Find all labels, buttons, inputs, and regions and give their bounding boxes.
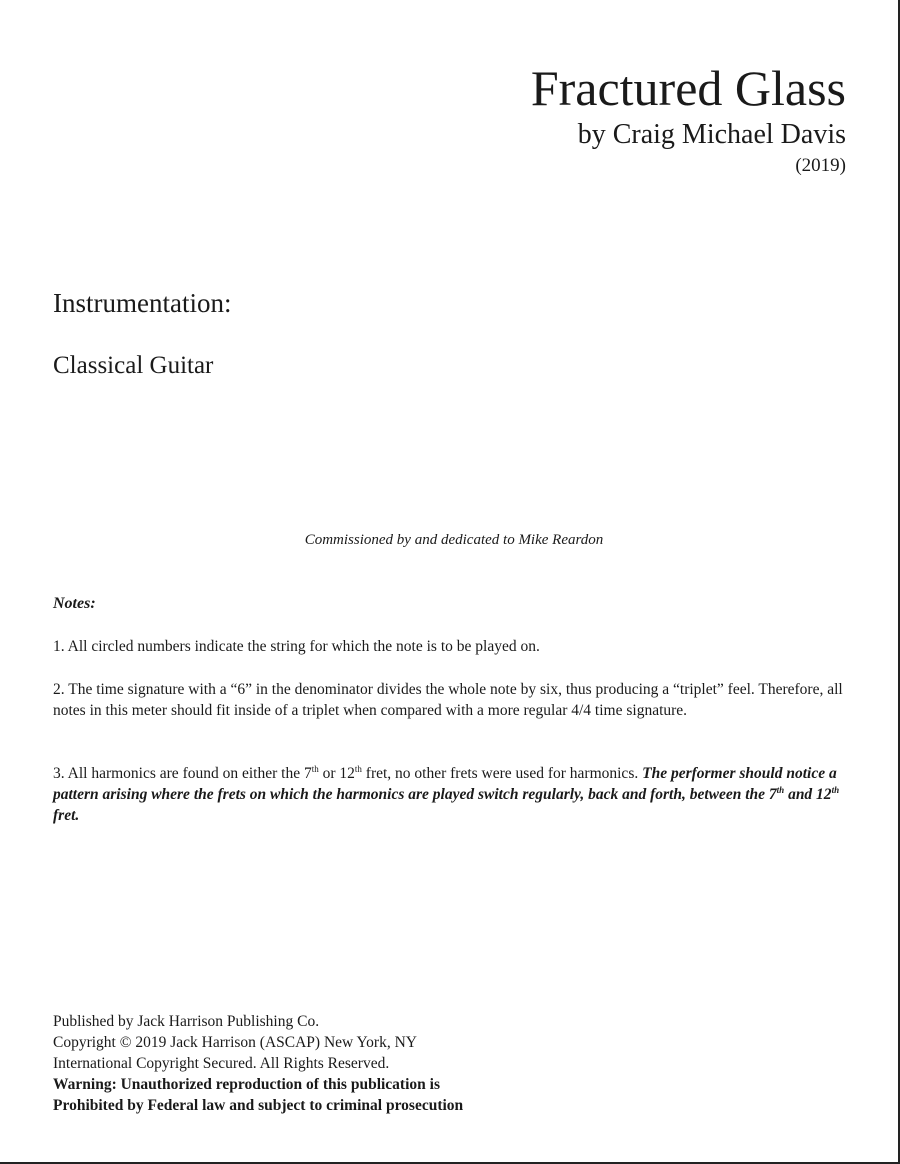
note-3-text: or 12 xyxy=(318,765,355,782)
note-3 xyxy=(53,763,853,826)
rights-line: International Copyright Secured. All Rights Reserved. xyxy=(53,1055,390,1072)
copyright-line: Copyright © 2019 Jack Harrison (ASCAP) New York, NY xyxy=(53,1034,417,1051)
note-3-text: 3. All harmonics are found on either the 7 xyxy=(53,765,312,782)
note-3-superscript: th xyxy=(831,784,840,795)
notes-heading: Notes: xyxy=(53,595,96,612)
instrumentation-value: Classical Guitar xyxy=(53,352,214,379)
instrumentation-heading: Instrumentation: xyxy=(53,288,232,318)
note-3-superscript: th xyxy=(311,763,319,774)
publisher-line: Published by Jack Harrison Publishing Co. xyxy=(53,1013,320,1030)
publisher-footer xyxy=(53,1011,463,1116)
warning-line-2: Prohibited by Federal law and subject to criminal prosecution xyxy=(53,1097,464,1114)
note-3-text: fret, no other frets were used for harmonics. xyxy=(361,765,643,782)
dedication-line: Commissioned by and dedicated to Mike Reardon xyxy=(304,532,604,548)
composer-byline: by Craig Michael Davis xyxy=(577,119,846,150)
note-3-emphasis-text: and 12 xyxy=(784,786,832,803)
note-3-emphasis-text: fret. xyxy=(53,807,80,824)
warning-line-1: Warning: Unauthorized reproduction of this publication is xyxy=(53,1076,440,1093)
note-2: 2. The time signature with a “6” in the denominator divides the whole note by six, thus producing a “triplet” feel. Therefore, all notes in this meter should fit inside of a triplet when compared with a more regular 4/4 time signature. xyxy=(53,681,843,719)
note-3-emphasis-text: The performer should notice a pattern arising where the frets on which the harmonics are played switch regularly, back and forth, between the 7 xyxy=(53,765,837,803)
composition-year: (2019) xyxy=(795,155,846,176)
note-3-superscript: th xyxy=(354,763,362,774)
note-1: 1. All circled numbers indicate the string for which the note is to be played on. xyxy=(53,638,540,655)
piece-title: Fractured Glass xyxy=(530,60,846,116)
note-3-superscript: th xyxy=(776,784,785,795)
